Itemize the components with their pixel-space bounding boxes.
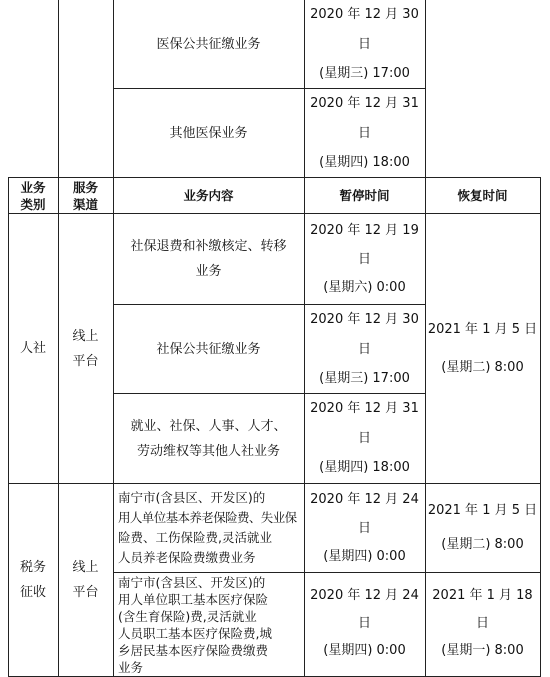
cell-text: (星期三) 17:00 [319, 66, 410, 81]
cell-text: 日 [357, 520, 371, 536]
cell-text: 线上 [72, 560, 99, 575]
header-category [8, 178, 58, 213]
cell-text: (星期六) 0:00 [323, 280, 406, 295]
cell-text: (星期四) 18:00 [319, 155, 410, 170]
header-resume [425, 178, 540, 213]
tax-category [8, 484, 58, 676]
header-content [113, 178, 304, 213]
tax-content-1 [116, 484, 302, 572]
cell-text: 2021 年 1 月 5 日 [427, 503, 538, 518]
cell-text: 人员养老保险费缴费业务 [118, 550, 256, 565]
medical-content-2 [113, 89, 304, 177]
tax-pause-1 [304, 487, 425, 569]
cell-text: 险费、工伤保险费,灵活就业 [118, 530, 272, 545]
medical-content-1 [113, 0, 304, 88]
cell-text: 暂停时间 [339, 188, 390, 203]
cell-text: (星期二) 8:00 [441, 359, 524, 375]
cell-text: 业务内容 [183, 188, 234, 203]
cell-text: (星期四) 18:00 [319, 460, 410, 475]
cell-text: 2020 年 12 月 30 [310, 312, 419, 327]
cell-text: 征收 [19, 585, 46, 600]
cell-text: 就业、社保、人事、人才、 [130, 418, 287, 434]
social-content-2 [113, 305, 304, 393]
cell-text: 类别 [20, 196, 46, 212]
cell-text: 人员职工基本医疗保险费,城 [118, 625, 272, 641]
cell-text: 平台 [72, 585, 99, 600]
social-channel [58, 214, 113, 483]
cell-text: 渠道 [72, 196, 98, 212]
cell-text: 南宁市(含县区、开发区)的 [118, 574, 266, 590]
cell-text: 日 [475, 615, 489, 631]
cell-text: 社保公共征缴业务 [156, 341, 261, 357]
cell-text: 业务 [20, 179, 46, 195]
social-category [8, 214, 58, 483]
tax-resume-1 [425, 484, 540, 572]
cell-text: 2020 年 12 月 24 [310, 588, 419, 603]
medical-pause-1 [304, 2, 425, 86]
cell-text: 税务 [19, 560, 46, 575]
cell-text: 2021 年 1 月 18 [432, 588, 533, 603]
cell-text: (星期四) 0:00 [323, 643, 406, 658]
cell-text: (星期一) 8:00 [441, 643, 524, 658]
social-pause-3 [304, 396, 425, 480]
cell-text: 2020 年 12 月 31 [310, 401, 419, 416]
cell-text: 2020 年 12 月 24 [310, 492, 419, 507]
cell-text: 2021 年 1 月 5 日 [427, 321, 538, 337]
tax-channel [58, 484, 113, 676]
tax-pause-2 [304, 583, 425, 663]
social-pause-2 [304, 307, 425, 391]
cell-text: 2020 年 12 月 30 [310, 7, 419, 22]
cell-text: 2020 年 12 月 31 [310, 96, 419, 111]
cell-text: 日 [357, 251, 371, 267]
social-content-1 [113, 214, 304, 304]
cell-text: (星期二) 8:00 [441, 537, 524, 552]
cell-text: 线上 [72, 328, 99, 344]
cell-text: 恢复时间 [457, 188, 508, 203]
cell-text: 服务 [72, 179, 98, 195]
cell-text: 劳动维权等其他人社业务 [136, 443, 280, 459]
cell-text: 业务 [118, 659, 144, 675]
cell-text: 平台 [72, 353, 99, 369]
cell-text: (星期三) 17:00 [319, 371, 410, 386]
social-resume [425, 214, 540, 483]
header-pause [304, 178, 425, 213]
cell-text: (星期四) 0:00 [323, 549, 406, 564]
header-channel [58, 178, 113, 213]
rule-right [540, 177, 541, 677]
cell-text: 日 [357, 36, 371, 52]
cell-text: 用人单位基本养老保险费、失业保 [118, 510, 297, 525]
cell-text: 日 [357, 341, 371, 357]
cell-text: 日 [357, 615, 371, 631]
cell-text: 业务 [195, 264, 222, 279]
cell-text: 南宁市(含县区、开发区)的 [118, 490, 266, 505]
social-content-3 [113, 394, 304, 483]
cell-text: 人社 [19, 341, 46, 356]
tax-resume-2 [425, 583, 540, 663]
cell-text: 医保公共征缴业务 [156, 36, 261, 52]
social-pause-1 [304, 218, 425, 300]
cell-text: 乡居民基本医疗保险费缴费 [118, 642, 269, 658]
cell-text: 日 [357, 430, 371, 446]
cell-text: 社保退费和补缴核定、转移 [130, 239, 287, 254]
cell-text: (含生育保险)费,灵活就业 [118, 608, 257, 624]
cell-text: 2020 年 12 月 19 [310, 223, 419, 238]
cell-text: 用人单位职工基本医疗保险 [118, 591, 269, 607]
cell-text: 日 [357, 125, 371, 141]
tax-content-2 [116, 573, 302, 676]
cell-text: 其他医保业务 [169, 125, 248, 141]
medical-pause-2 [304, 91, 425, 175]
